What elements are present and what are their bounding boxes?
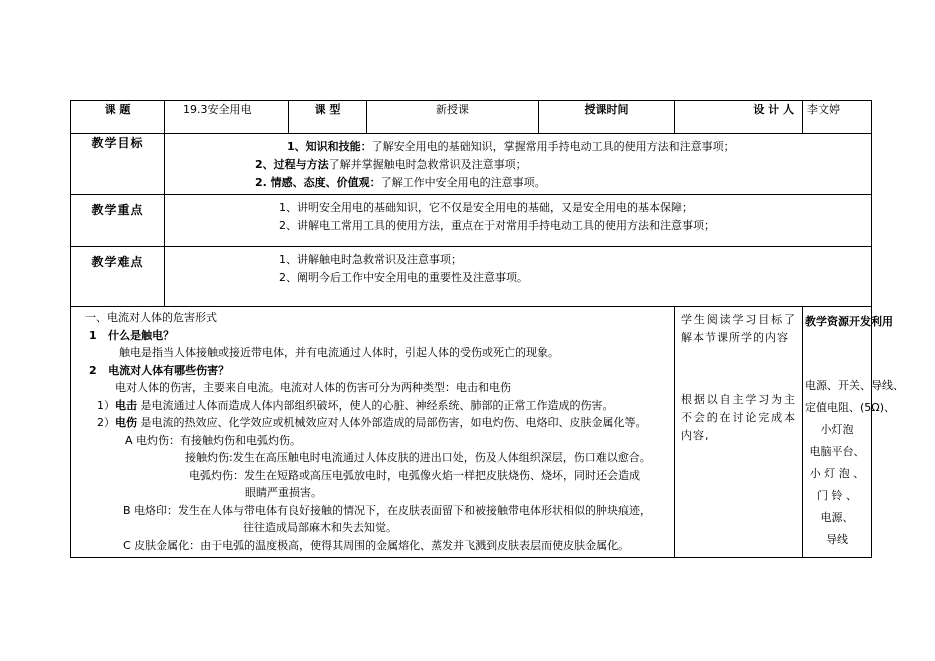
intro-text: 电对人体的伤害，主要来自电流。电流对人体的伤害可分为两种类型：电击和电伤	[115, 381, 511, 394]
difficulties-row	[71, 247, 872, 307]
designer-value: 李文婷	[803, 101, 872, 134]
burn-arc: 电弧灼伤：发生在短路或高压电弧放电时，电弧像火焰一样把皮肤烧伤、烧坏，同时还会造成	[189, 468, 640, 482]
student-activity-2: 根据以自主学习为主不会的在讨论完成本内容,	[681, 393, 797, 442]
resource-item: 导线	[826, 533, 849, 546]
difficulties-content	[165, 247, 872, 307]
goal-line-1: 1、知识和技能：了解安全用电的基础知识，掌握常用手持电动工具的使用方法和注意事项；	[287, 140, 735, 153]
point-2: 2）电伤 是电流的热效应、化学效应或机械效应对人体外部造成的局部伤害，如电灼伤、电烙印、皮肤金属化等。	[97, 416, 647, 429]
key-point-2: 2、讲解电工常用工具的使用方法，重点在于对常用手持电动工具的使用方法和注意事项；	[279, 219, 715, 232]
goals-label: 教学目标	[71, 134, 165, 195]
goal-line-2: 2、过程与方法了解并掌握触电时急救常识及注意事项；	[255, 158, 527, 171]
difficulties-label: 教学难点	[71, 247, 165, 307]
question-1: 1 什么是触电？	[89, 328, 175, 342]
lesson-body	[71, 307, 675, 558]
key-points-row	[71, 195, 872, 247]
body-row	[71, 307, 872, 558]
goal-line-3: 2. 情感、态度、价值观：了解工作中安全用电的注意事项。	[255, 176, 546, 189]
resources-title: 教学资源开发利用	[805, 315, 894, 328]
question-2: 2 电流对人体有哪些伤害？	[89, 363, 230, 377]
lesson-plan-table	[70, 100, 905, 558]
resources-list	[805, 375, 905, 551]
question-1-text: 触电是指当人体接触或接近带电体，并有电流通过人体时，引起人体的受伤或死亡的现象。	[119, 346, 559, 359]
resource-item: 定值电阻、(5Ω)、	[805, 401, 896, 414]
key-points-content	[165, 195, 872, 247]
resource-item: 门 铃 、	[817, 489, 858, 502]
resources-cell	[803, 307, 905, 558]
type-label: 课 型	[289, 101, 367, 134]
goals-content	[165, 134, 872, 195]
burn-contact: 接触灼伤:发生在高压触电时电流通过人体皮肤的进出口处，伤及人体组织深层，伤口难以愈合。	[185, 451, 651, 464]
burn-arc-cont: 眼睛严重损害。	[245, 486, 322, 499]
electric-mark-cont: 往往造成局部麻木和失去知觉。	[243, 521, 397, 534]
electric-mark: B 电烙印：发生在人体与带电体有良好接触的情况下，在皮肤表面留下和被接触带电体形状相似的肿块痕迹，	[123, 503, 652, 517]
topic-label: 课 题	[71, 101, 165, 134]
section-title: 一、电流对人体的危害形式	[85, 311, 217, 324]
resource-item: 小 灯 泡 、	[809, 467, 865, 480]
student-activity	[675, 307, 803, 558]
header-row	[71, 101, 872, 134]
burn-title: A 电灼伤：有接触灼伤和电弧灼伤。	[125, 433, 302, 447]
resource-item: 电脑平台、	[809, 445, 865, 458]
point-1: 1）电击 是电流通过人体而造成人体内部组织破坏，使人的心脏、神经系统、肺部的正常工作造成的伤害。	[97, 398, 614, 412]
difficulty-1: 1、讲解触电时急救常识及注意事项；	[279, 253, 462, 266]
student-activity-1: 学生阅读学习目标了解本节课所学的内容	[681, 313, 797, 344]
difficulty-2: 2、阐明今后工作中安全用电的重要性及注意事项。	[279, 271, 528, 284]
resource-item: 电源、开关、导线、	[805, 379, 905, 392]
designer-label: 设 计 人	[675, 101, 803, 134]
skin-metallization: C 皮肤金属化：由于电弧的温度极高，使得其周围的金属熔化、蒸发并飞溅到皮肤表层而使皮肤金属化。	[123, 538, 630, 552]
goals-row	[71, 134, 872, 195]
key-point-1: 1、讲明安全用电的基础知识，它不仅是安全用电的基础，又是安全用电的基本保障；	[279, 201, 693, 214]
key-points-label: 教学重点	[71, 195, 165, 247]
resource-item: 小灯泡	[820, 423, 854, 436]
resource-item: 电源、	[820, 511, 854, 524]
time-label: 授课时间	[539, 101, 675, 134]
type-value: 新授课	[367, 101, 539, 134]
topic-value: 19.3安全用电	[165, 101, 289, 134]
